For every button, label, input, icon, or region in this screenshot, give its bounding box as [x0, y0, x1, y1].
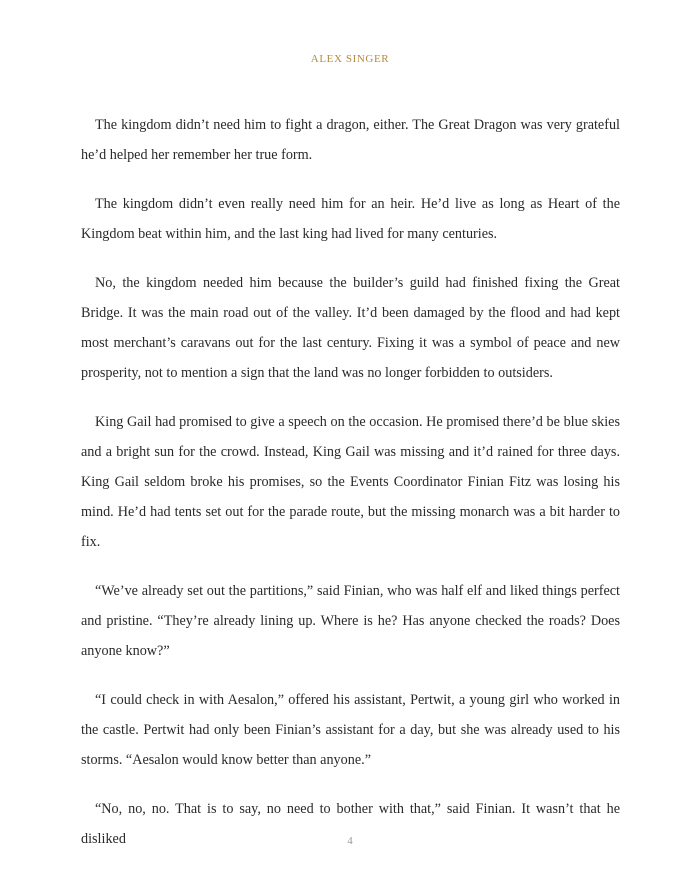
body-text — [81, 110, 620, 873]
paragraph: No, the kingdom needed him because the builder’s guild had finished fixing the Great Bridge. It was the main road out of the valley. It’d been damaged by the flood and had kept most merchant’s caravans out for the last century. Fixing it was a symbol of peace and new prosperity, not to mention a sign that the land was no longer forbidden to outsiders. — [81, 275, 620, 381]
paragraph: “I could check in with Aesalon,” offered his assistant, Pertwit, a young girl who worked in the castle. Pertwit had only been Finian’s assistant for a day, but she was already used to his storms. “Aesalon would know better than anyone.” — [81, 692, 620, 768]
paragraph: The kingdom didn’t even really need him for an heir. He’d live as long as Heart of the Kingdom beat within him, and the last king had lived for many centuries. — [81, 196, 620, 242]
page-number: 4 — [347, 835, 353, 847]
paragraph: “No, no, no. That is to say, no need to bother with that,” said Finian. It wasn’t that he disliked — [81, 801, 620, 847]
paragraph: King Gail had promised to give a speech on the occasion. He promised there’d be blue skies and a bright sun for the crowd. Instead, King Gail was missing and it’d rained for three days. King Gail seldom broke his promises, so the Events Coordinator Finian Fitz was losing his mind. He’d had tents set out for the parade route, but the missing monarch was a bit harder to fix. — [81, 414, 620, 550]
running-header-author: ALEX SINGER — [310, 53, 390, 65]
paragraph: “We’ve already set out the partitions,” said Finian, who was half elf and liked things perfect and pristine. “They’re already lining up. Where is he? Has anyone checked the roads? Does anyone know?” — [81, 583, 620, 659]
paragraph: The kingdom didn’t need him to fight a dragon, either. The Great Dragon was very grateful he’d helped her remember her true form. — [81, 117, 620, 163]
